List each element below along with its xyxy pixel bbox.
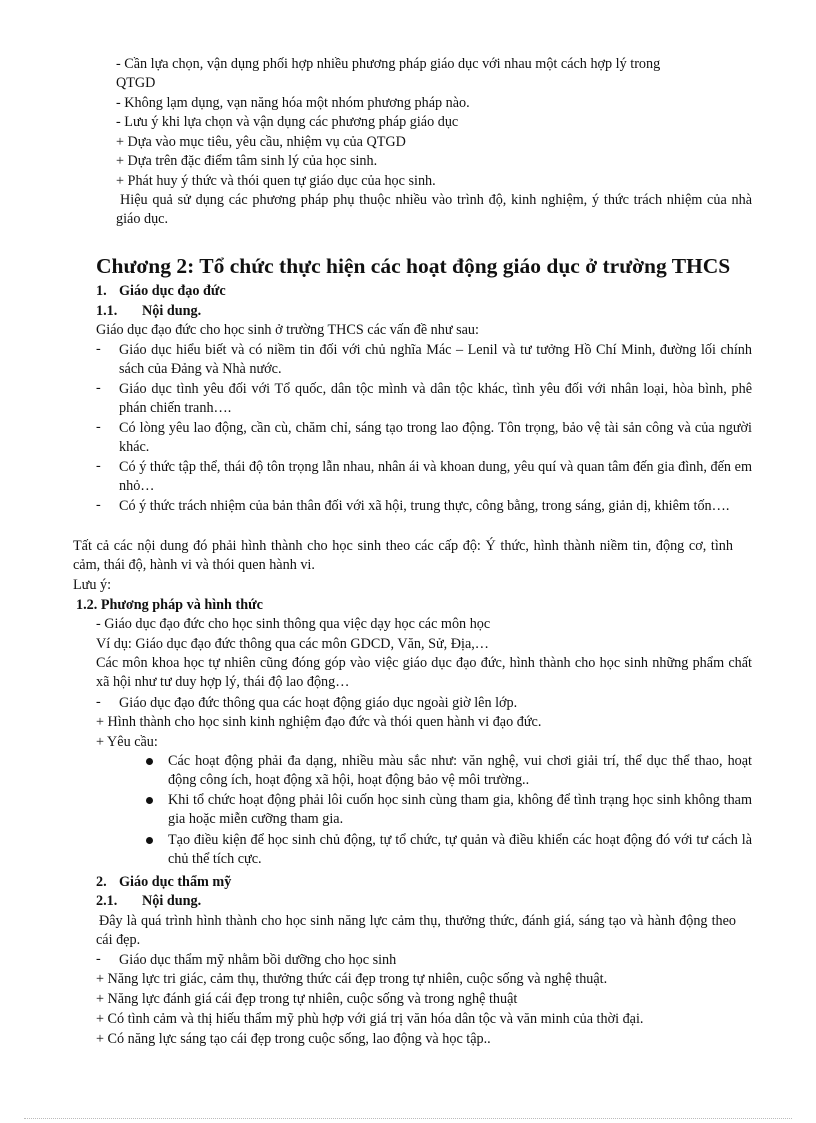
list-item: Có ý thức trách nhiệm của bản thân đối với xã hội, trung thực, công bằng, trong sáng, giản dị, khiêm tốn…. [119,498,730,514]
bullet-icon [146,837,153,844]
paragraph: Hiệu quả sử dụng các phương pháp phụ thuộc nhiều vào trình độ, kinh nghiệm, ý thức trách nhiệm của nhà giáo dục. [116,192,752,227]
paragraph: Các môn khoa học tự nhiên cũng đóng góp vào việc giáo dục đạo đức, hình thành cho học sinh những phẩm chất xã hội như tư duy hợp lý, thái độ lao động… [96,655,752,690]
list-item: Có lòng yêu lao động, cần cù, chăm chỉ, sáng tạo trong lao động. Tôn trọng, bảo vệ tài sản công và của người khác. [119,420,752,455]
subsection-number: 1.1. [96,303,118,319]
paragraph-line: Giáo dục đạo đức cho học sinh ở trường THCS các vấn đề như sau: [96,322,479,338]
dash-marker: - [96,497,101,513]
subsection-number: 2.1. [96,893,118,909]
dash-marker: - [96,951,101,967]
dash-marker: - [96,694,101,710]
section-heading: Giáo dục thẩm mỹ [119,874,232,890]
list-item: Có ý thức tập thể, thái độ tôn trọng lẫn nhau, nhân ái và khoan dung, yêu quí và quan tâm đến gia đình, đến em nhỏ… [119,459,752,494]
paragraph-line: + Yêu cầu: [96,734,158,750]
paragraph: Tất cả các nội dung đó phải hình thành cho học sinh theo các cấp độ: Ý thức, hình thành niềm tin, động cơ, tình cảm, thái độ, hành vi và thói quen hành vi. [73,538,733,573]
paragraph-line: Giáo dục đạo đức thông qua các hoạt động giáo dục ngoài giờ lên lớp. [119,695,518,711]
bullet-icon [146,758,153,765]
subsection-heading: Nội dung. [142,893,202,909]
requirement-item: Các hoạt động phải đa dạng, nhiều màu sắc như: văn nghệ, vui chơi giải trí, thể dục thể thao, hoạt động công ích, hoạt động xã hội, hoạt động bảo vệ môi trường.. [168,753,752,788]
paragraph-line: QTGD [116,75,156,91]
paragraph-line: - Không lạm dụng, vạn năng hóa một nhóm phương pháp nào. [116,95,470,111]
paragraph-line: + Có năng lực sáng tạo cái đẹp trong cuộc sống, lao động và học tập.. [96,1031,491,1047]
dash-marker: - [96,458,101,474]
chapter-title: Chương 2: Tổ chức thực hiện các hoạt động giáo dục ở trường THCS [96,254,731,278]
section-number: 1. [96,283,107,299]
section-number: 2. [96,874,107,890]
bullet-icon [146,797,153,804]
list-item: Giáo dục tình yêu đối với Tổ quốc, dân tộc mình và dân tộc khác, tình yêu đối với nhân loại, hòa bình, phê phán chiến tranh…. [119,381,752,416]
paragraph-line: - Cần lựa chọn, vận dụng phối hợp nhiều phương pháp giáo dục với nhau một cách hợp lý trong [116,56,661,72]
paragraph-line: - Giáo dục đạo đức cho học sinh thông qua việc dạy học các môn học [96,616,491,632]
paragraph-line: + Dựa vào mục tiêu, yêu cầu, nhiệm vụ của QTGD [116,134,406,150]
subsection-heading: Nội dung. [142,303,202,319]
page-footer-divider [24,1118,792,1119]
paragraph-line: + Có tình cảm và thị hiếu thẩm mỹ phù hợp với giá trị văn hóa dân tộc và văn minh của thời đại. [96,1011,644,1027]
paragraph: Đây là quá trình hình thành cho học sinh năng lực cảm thụ, thưởng thức, đánh giá, sáng tạo và hành động theo cái đẹp. [96,913,736,948]
paragraph-line: + Năng lực tri giác, cảm thụ, thưởng thức cái đẹp trong tự nhiên, cuộc sống và nghệ thuật. [96,971,608,987]
note-label: Lưu ý: [73,577,112,593]
paragraph-line: + Năng lực đánh giá cái đẹp trong tự nhiên, cuộc sống và trong nghệ thuật [96,991,518,1007]
paragraph-line: Giáo dục thẩm mỹ nhằm bồi dưỡng cho học sinh [119,952,397,968]
paragraph-line: Ví dụ: Giáo dục đạo đức thông qua các môn GDCD, Văn, Sử, Địa,… [96,636,489,652]
dash-marker: - [96,419,101,435]
dash-marker: - [96,341,101,357]
paragraph-line: + Hình thành cho học sinh kinh nghiệm đạo đức và thói quen hành vi đạo đức. [96,714,542,730]
paragraph-line: + Dựa trên đặc điểm tâm sinh lý của học sinh. [116,153,378,169]
dash-marker: - [96,380,101,396]
subsection-heading: 1.2. Phương pháp và hình thức [76,597,263,613]
requirement-item: Tạo điều kiện để học sinh chủ động, tự tổ chức, tự quản và điều khiển các hoạt động đó với tư cách là chủ thể tích cực. [168,832,752,867]
paragraph-line: + Phát huy ý thức và thói quen tự giáo dục của học sinh. [116,173,436,189]
section-heading: Giáo dục đạo đức [119,283,226,299]
requirement-item: Khi tổ chức hoạt động phải lôi cuốn học sinh cùng tham gia, không để tình trạng học sinh không tham gia hoặc miễn cưỡng tham gia. [168,792,752,827]
paragraph-line: - Lưu ý khi lựa chọn và vận dụng các phương pháp giáo dục [116,114,459,130]
list-item: Giáo dục hiểu biết và có niềm tin đối với chủ nghĩa Mác – Lenil và tư tưởng Hồ Chí Minh, đường lối chính sách của Đảng và Nhà nước. [119,342,752,377]
